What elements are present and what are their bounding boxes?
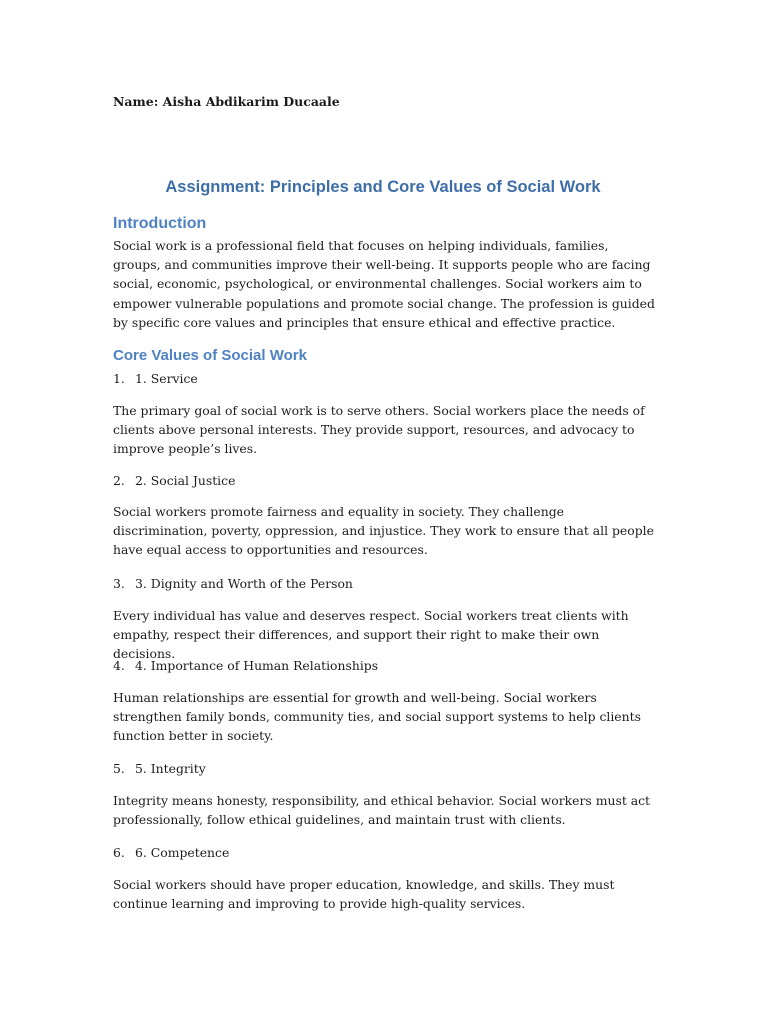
core-value-item: [113, 656, 658, 675]
core-value-label: 2. Social Justice: [135, 473, 236, 488]
assignment-title: Assignment: Principles and Core Values of Social Work: [165, 178, 601, 196]
student-name: Name: Aisha Abdikarim Ducaale: [113, 94, 340, 109]
list-number: 1.: [113, 371, 125, 386]
core-value-description: The primary goal of social work is to serve others. Social workers place the needs of clients above personal interests. They provide support, resources, and advocacy to improve people’s lives.: [113, 403, 645, 457]
list-number: 2.: [113, 473, 125, 488]
core-value-item: [113, 759, 658, 778]
introduction-heading: Introduction: [113, 215, 207, 232]
core-value-description: Integrity means honesty, responsibility, and ethical behavior. Social workers must act professionally, follow ethical guidelines, and maintain trust with clients.: [113, 793, 651, 828]
core-value-description: Social workers promote fairness and equality in society. They challenge discrimination, poverty, oppression, and injustice. They work to ensure that all people have equal access to opportunities and resources.: [113, 504, 654, 558]
core-value-label: 1. Service: [135, 371, 198, 386]
core-value-label: 4. Importance of Human Relationships: [135, 658, 379, 673]
core-value-description: Human relationships are essential for growth and well-being. Social workers strengthen family bonds, community ties, and social support systems to help clients function better in society.: [113, 690, 641, 744]
core-value-label: 3. Dignity and Worth of the Person: [135, 576, 353, 591]
core-values-heading: Core Values of Social Work: [113, 347, 307, 364]
introduction-paragraph: Social work is a professional field that focuses on helping individuals, families, groups, and communities improve their well-being. It supports people who are facing social, economic, psychological, or environmental challenges. Social workers aim to empower vulnerable populations and promote social change. The profession is guided by specific core values and principles that ensure ethical and effective practice.: [113, 238, 655, 330]
list-number: 5.: [113, 761, 125, 776]
core-value-label: 5. Integrity: [135, 761, 206, 776]
core-value-item: [113, 843, 658, 862]
list-number: 3.: [113, 576, 125, 591]
core-value-description: Social workers should have proper education, knowledge, and skills. They must continue learning and improving to provide high-quality services.: [113, 877, 615, 912]
core-value-item: [113, 574, 658, 593]
list-number: 6.: [113, 845, 125, 860]
core-value-item: [113, 369, 658, 388]
core-value-label: 6. Competence: [135, 845, 230, 860]
core-value-item: [113, 471, 658, 490]
core-value-description: Every individual has value and deserves respect. Social workers treat clients with empathy, respect their differences, and support their right to make their own decisions.: [113, 608, 629, 662]
list-number: 4.: [113, 658, 125, 673]
